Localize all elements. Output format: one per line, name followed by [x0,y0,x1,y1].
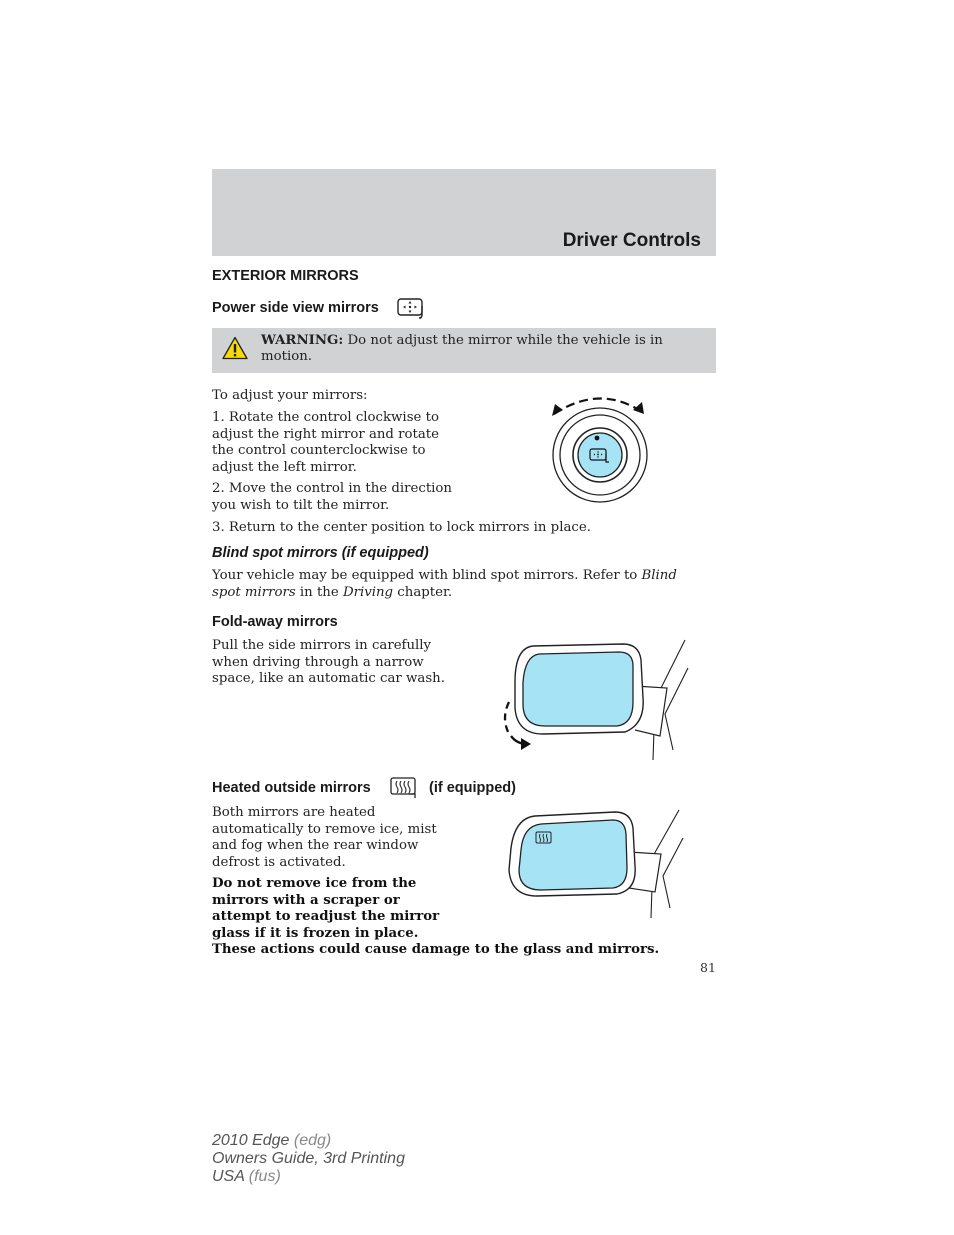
heated-mirrors-heading: Heated outside mirrors [212,780,371,796]
step-3: 3. Return to the center position to lock mirrors in place. [212,520,591,535]
heated-line: Both mirrors are heated [212,805,376,820]
footer-region: USA [212,1168,245,1185]
footer-line-2: Owners Guide, 3rd Printing [212,1150,405,1167]
heated-mirror-illustration [505,808,690,920]
blind-spot-heading: Blind spot mirrors (if equipped) [212,545,429,561]
power-mirrors-heading [212,300,379,316]
mirror-control-knob-illustration [530,388,670,508]
heated-caution-line: These actions could cause damage to the glass and mirrors. [212,942,660,957]
page-number: 81 [700,960,716,975]
footer-region-code: (fus) [248,1168,281,1185]
step-1-line: adjust the left mirror. [212,459,357,475]
fold-away-mirror-illustration [495,638,695,760]
footer [212,1132,405,1186]
fold-away-line: space, like an automatic car wash. [212,671,445,686]
warning-label: WARNING: [261,333,344,348]
fold-away-line: when driving through a narrow [212,654,424,670]
step-2-line: 2. Move the control in the direction [212,481,452,496]
heated-caution-line: attempt to readjust the mirror [212,909,440,924]
chapter-ref: Driving [342,584,394,600]
fold-away-line: Pull the side mirrors in carefully [212,638,432,653]
warning-message: Do not adjust the mirror while the vehicle is in motion. [261,333,663,364]
mirror-control-icon [397,298,427,320]
step-2 [212,481,452,514]
blind-spot-text-segment: Your vehicle may be equipped with blind spot mirrors. Refer to [212,568,642,583]
blind-spot-line-1 [212,568,712,585]
footer-model: 2010 Edge [212,1132,290,1149]
heated-mirrors-suffix: (if equipped) [429,780,516,796]
blind-spot-line-2 [212,585,712,602]
header-band [212,169,716,256]
warning-triangle-icon [222,336,248,360]
fold-away-heading: Fold-away mirrors [212,614,338,630]
blind-spot-text-segment: in the [295,584,343,600]
warning-text [261,333,701,365]
heated-line: automatically to remove ice, mist [212,821,437,837]
footer-line-3 [212,1168,405,1186]
step-1-line: 1. Rotate the control clockwise to [212,410,439,425]
adjust-intro: To adjust your mirrors: [212,388,368,403]
warning-box [212,328,716,373]
heated-line: defrost is activated. [212,854,346,870]
step-2-line: you wish to tilt the mirror. [212,497,390,513]
step-1 [212,410,439,476]
power-mirrors-title: Power side view mirrors [212,300,379,316]
blind-spot-ref: Blind [641,568,677,583]
rear-defrost-icon [390,777,416,799]
heated-caution-line: mirrors with a scraper or [212,892,400,908]
blind-spot-text-segment: chapter. [393,584,453,600]
page-header-title: Driver Controls [562,230,701,251]
heated-caution-line: Do not remove ice from the [212,876,417,891]
blind-spot-text [212,568,712,601]
footer-line-1 [212,1132,405,1150]
heated-caution-line: glass if it is frozen in place. [212,925,419,941]
footer-model-code: (edg) [293,1132,332,1149]
step-1-line: the control counterclockwise to [212,443,426,458]
section-title: EXTERIOR MIRRORS [212,268,359,284]
heated-text [212,805,437,871]
heated-line: and fog when the rear window [212,838,419,853]
step-1-line: adjust the right mirror and rotate [212,426,440,442]
fold-away-text [212,638,445,688]
blind-spot-ref: spot mirrors [212,584,296,600]
